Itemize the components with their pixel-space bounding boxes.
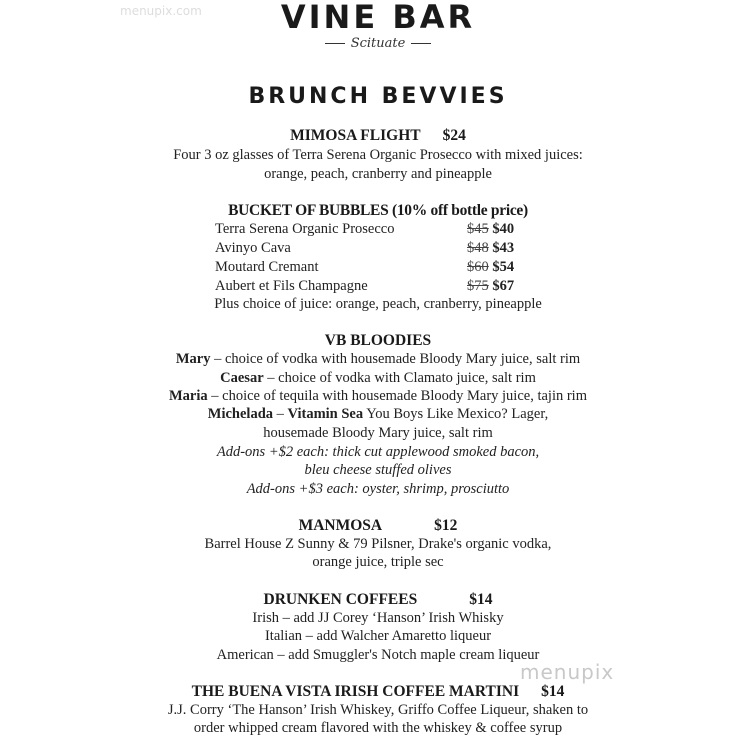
- manmosa-desc-2: orange juice, triple sec: [312, 554, 444, 570]
- caesar-desc: – choice of vodka with Clamato juice, salt rim: [263, 370, 536, 386]
- bottle-name: Aubert et Fils Champagne: [215, 278, 368, 294]
- maria-desc: – choice of tequila with housemade Bloody Mary juice, tajin rim: [207, 388, 587, 404]
- mimosa-heading: [0, 126, 756, 145]
- michelada-dash: –: [273, 406, 288, 422]
- addons-3-line: Add-ons +$3 each: oyster, shrimp, prosciutto: [246, 481, 510, 497]
- bottle-row: [0, 258, 756, 277]
- martini-heading: [0, 682, 756, 701]
- mary-name: Mary: [175, 351, 211, 367]
- martini-desc-2: order whipped cream flavored with the whiskey & coffee syrup: [193, 720, 563, 736]
- martini-price: $14: [541, 683, 565, 700]
- bottle-price: [467, 239, 514, 258]
- location-text: Scituate: [350, 36, 406, 51]
- caesar-name: Caesar: [220, 370, 264, 386]
- michelada-desc-2: housemade Bloody Mary juice, salt rim: [263, 425, 493, 441]
- mary-desc: – choice of vodka with housemade Bloody Mary juice, salt rim: [210, 351, 581, 367]
- new-price: $40: [492, 221, 515, 237]
- coffees-title: DRUNKEN COFFEES: [263, 591, 418, 608]
- maria-line: [0, 387, 756, 406]
- old-price: $60: [467, 259, 489, 275]
- addons-2-line-b: bleu cheese stuffed olives: [304, 462, 452, 478]
- bucket-note: Plus choice of juice: orange, peach, cranberry, pineapple: [214, 296, 542, 312]
- bottle-price: [467, 277, 514, 296]
- mimosa-desc-2: orange, peach, cranberry and pineapple: [264, 166, 492, 182]
- bottle-row: [0, 277, 756, 296]
- vitamin-sea-name: Vitamin Sea: [287, 406, 364, 422]
- bottle-name: Moutard Cremant: [215, 259, 319, 275]
- bloodies-title: VB BLOODIES: [324, 332, 432, 349]
- new-price: $54: [492, 259, 515, 275]
- old-price: $75: [467, 278, 489, 294]
- coffee-line-italian: Italian – add Walcher Amaretto liqueur: [264, 628, 492, 644]
- caesar-line: [0, 369, 756, 388]
- bottle-name: Terra Serena Organic Prosecco: [215, 221, 395, 237]
- new-price: $43: [492, 240, 515, 256]
- maria-name: Maria: [169, 388, 208, 404]
- coffees-heading: [0, 590, 756, 609]
- martini-desc-1: J.J. Corry ‘The Hanson’ Irish Whiskey, Griffo Coffee Liqueur, shaken to: [167, 702, 589, 718]
- watermark-top: menupix.com: [120, 4, 202, 18]
- old-price: $48: [467, 240, 489, 256]
- mimosa-price: $24: [442, 127, 466, 144]
- mimosa-title: MIMOSA FLIGHT: [290, 127, 421, 144]
- brand-title: VINE BAR: [280, 0, 476, 36]
- coffee-line-american: American – add Smuggler's Notch maple cream liqueur: [216, 647, 540, 663]
- coffee-line-irish: Irish – add JJ Corey ‘Hanson’ Irish Whisky: [252, 610, 504, 626]
- manmosa-price: $12: [434, 517, 458, 534]
- michelada-desc: You Boys Like Mexico? Lager,: [363, 406, 549, 422]
- mimosa-desc-1: Four 3 oz glasses of Terra Serena Organic Prosecco with mixed juices:: [173, 147, 583, 163]
- watermark-menupix: menupix: [520, 660, 615, 684]
- manmosa-title: MANMOSA: [298, 517, 383, 534]
- mary-line: [0, 350, 756, 369]
- old-price: $45: [467, 221, 489, 237]
- divider-right: [411, 43, 431, 44]
- divider-left: [325, 43, 345, 44]
- bottle-price: [467, 220, 514, 239]
- manmosa-desc-1: Barrel House Z Sunny & 79 Pilsner, Drake's organic vodka,: [204, 536, 552, 552]
- coffees-price: $14: [469, 591, 493, 608]
- bottle-name: Avinyo Cava: [215, 240, 291, 256]
- michelada-line: [0, 405, 756, 424]
- martini-title: THE BUENA VISTA IRISH COFFEE MARTINI: [191, 683, 520, 700]
- bucket-title: BUCKET OF BUBBLES (10% off bottle price): [228, 202, 528, 219]
- bottle-price: [467, 258, 514, 277]
- michelada-name: Michelada: [207, 406, 274, 422]
- manmosa-heading: [0, 516, 756, 535]
- brand-location: [0, 36, 756, 52]
- new-price: $67: [492, 278, 515, 294]
- bottle-row: [0, 220, 756, 239]
- addons-2-line: Add-ons +$2 each: thick cut applewood smoked bacon,: [216, 444, 540, 460]
- section-title: BRUNCH BEVVIES: [248, 84, 508, 109]
- bottle-row: [0, 239, 756, 258]
